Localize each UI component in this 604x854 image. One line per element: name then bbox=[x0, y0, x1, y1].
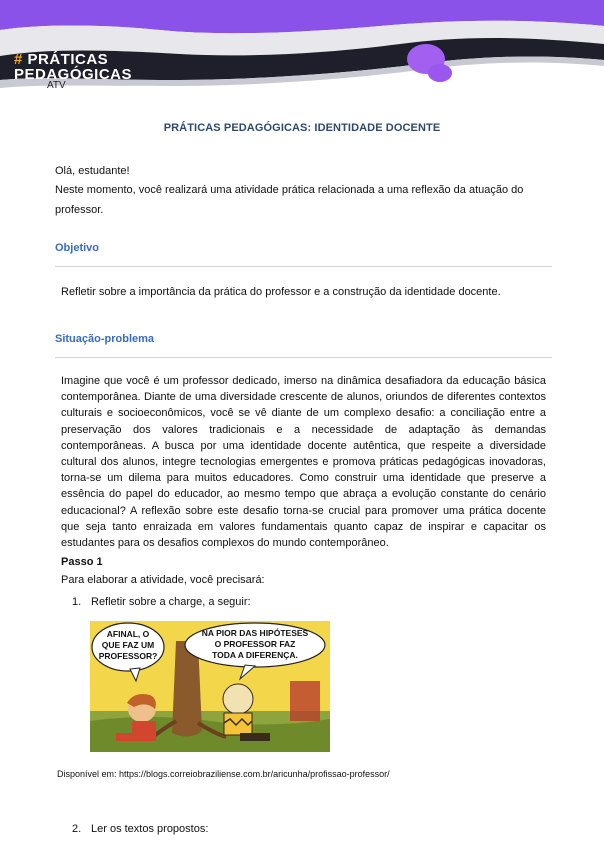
page-header bbox=[0, 0, 604, 90]
bubble-right-line: NA PIOR DAS HIPÓTESES bbox=[201, 628, 309, 638]
bubble-right-line: O PROFESSOR FAZ bbox=[214, 639, 296, 649]
logo: # PRÁTICAS PEDAGÓGICAS bbox=[14, 51, 133, 83]
list-item: Ler os textos propostos: bbox=[91, 823, 209, 835]
situacao-heading: Situação-problema bbox=[55, 333, 155, 345]
list-number: 2. bbox=[72, 823, 82, 835]
activity-label: ATV bbox=[47, 80, 66, 91]
objetivo-heading: Objetivo bbox=[55, 242, 100, 254]
intro-line-2: professor. bbox=[55, 204, 104, 216]
passo-1-heading: Passo 1 bbox=[61, 556, 103, 568]
intro-line-1: Neste momento, você realizará uma atividade prática relacionada a uma reflexão da atuação do bbox=[55, 184, 524, 196]
passo-1-intro: Para elaborar a atividade, você precisará: bbox=[61, 574, 265, 586]
bubble-left-line: AFINAL, O bbox=[106, 629, 150, 639]
list-item: Refletir sobre a charge, a seguir: bbox=[91, 596, 251, 608]
bubble-small-decoration bbox=[428, 64, 452, 82]
page-title: PRÁTICAS PEDAGÓGICAS: IDENTIDADE DOCENTE bbox=[163, 122, 441, 134]
objetivo-text: Refletir sobre a importância da prática do professor e a construção da identidade docente. bbox=[61, 286, 501, 298]
divider bbox=[55, 357, 552, 358]
situacao-text: Imagine que você é um professor dedicado, imerso na dinâmica desafiadora da educação básica contemporânea. Diante de uma diversidade crescente de alunos, oriundos de diferentes contextos culturais e socioeconômicos, você se vê diante de um complexo desafio: a conciliação entre a preservação dos valores tradicionais e a necessidade de adaptação às demandas contemporâneas. A busca por uma identidade docente autêntica, que respeite a diversidade cultural dos alunos, integre tecnologias emergentes e promova práticas pedagógicas inovadoras, torna-se um dilema para muitos educadores. Como construir uma identidade que preserve a essência do papel do educador, ao mesmo tempo que abraça a evolução constante do cenário educacional? A reflexão sobre este desafio torna-se crucial para promover uma prática docente que seja tanto enraizada em valores fundamentais quanto capaz de inspirar e capacitar os estudantes para os desafios complexos do mundo contemporâneo. bbox=[61, 375, 546, 550]
greeting: Olá, estudante! bbox=[55, 165, 130, 177]
image-source: Disponível em: https://blogs.correiobraziliense.com.br/aricunha/profissao-professor/ bbox=[57, 769, 390, 779]
divider bbox=[55, 266, 552, 267]
list-number: 1. bbox=[72, 596, 82, 608]
bubble-right-line: TODA A DIFERENÇA. bbox=[212, 650, 298, 660]
bubble-left-line: PROFESSOR? bbox=[98, 651, 158, 661]
comic-image bbox=[90, 621, 330, 752]
bubble-left-line: QUE FAZ UM bbox=[101, 640, 155, 650]
